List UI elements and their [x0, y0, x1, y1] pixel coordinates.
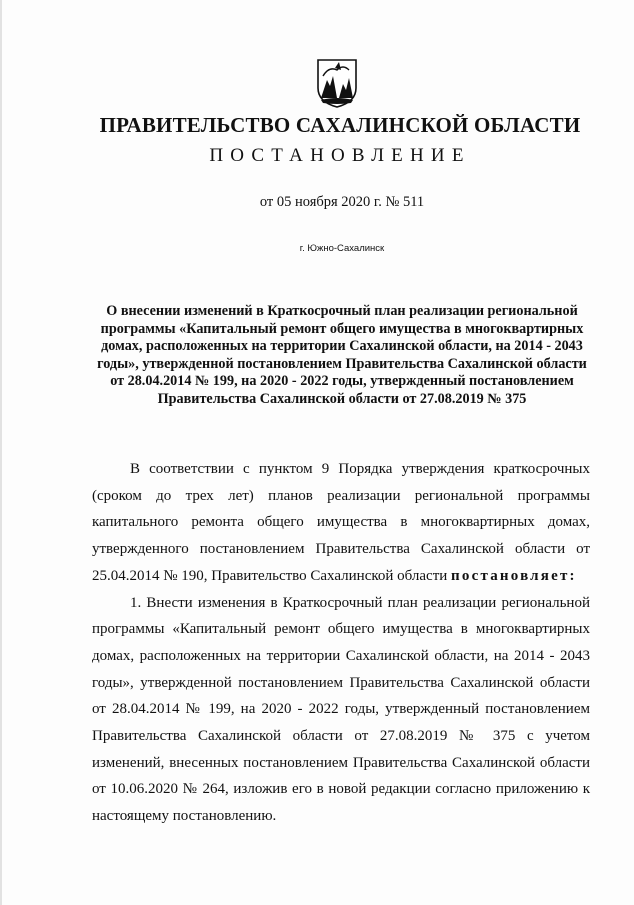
sakhalin-coat-of-arms-icon: [315, 58, 359, 108]
document-date-number: от 05 ноября 2020 г. № 511: [259, 194, 425, 210]
government-title: ПРАВИТЕЛЬСТВО САХАЛИНСКОЙ ОБЛАСТИ: [99, 113, 581, 137]
document-body: [92, 456, 590, 830]
item-1-paragraph: 1. Внести изменения в Краткосрочный план реализации региональной программы «Капитальный ремонт общего имущества в многоквартирных домах, расположенных на территории Сахалинской области, на 2014 - 2043 годы», утвержденной постановлением Правительства Сахалинской области от 28.04.2014 № 199, на 2020 - 2022 годы, утвержденный постановлением Правительства Сахалинской области от 27.08.2019 № 375 с учетом изменений, внесенных постановлением Правительства Сахалинской области от 10.06.2020 № 264, изложив его в новой редакции согласно приложению к настоящему постановлению.: [92, 594, 590, 825]
preamble-text: В соответствии с пунктом 9 Порядка утверждения краткосрочных (сроком до трех лет) планов реализации региональной программы капитального ремонта общего имущества в многоквартирных домах, утвержденного постановлением Правительства Сахалинской области от 25.04.2014 № 190, Правительство Сахалинской области: [92, 461, 590, 584]
document-type: ПОСТАНОВЛЕНИЕ: [209, 145, 471, 166]
document-place: г. Южно-Сахалинск: [299, 243, 385, 254]
document-subject: О внесении изменений в Краткосрочный план реализации региональной программы «Капитальный ремонт общего имущества в многоквартирных домах, расположенных на территории Сахалинской области, на 2014 - 2043 годы», утвержденной постановлением Правительства Сахалинской области от 28.04.2014 № 199, на 2020 - 2022 годы, утвержденный постановлением Правительства Сахалинской области от 27.08.2019 № 375: [97, 303, 587, 407]
decree-word: постановляет:: [451, 567, 577, 584]
preamble-paragraph: [92, 456, 590, 590]
